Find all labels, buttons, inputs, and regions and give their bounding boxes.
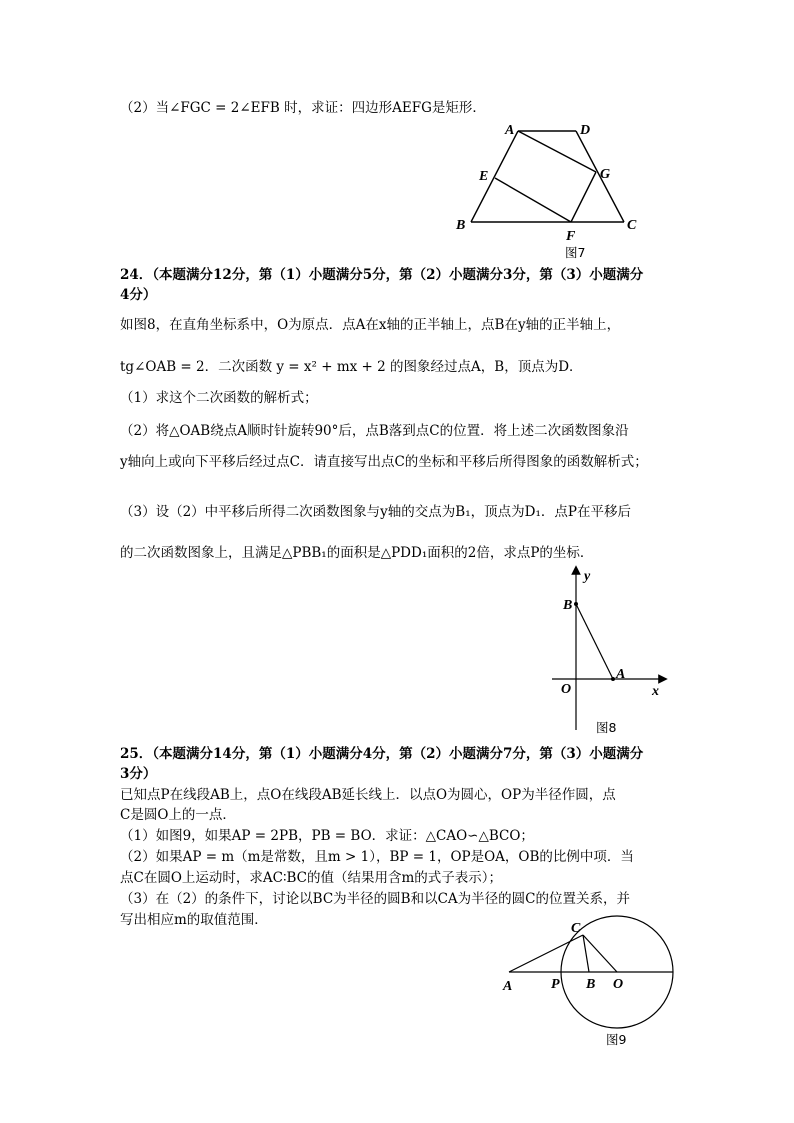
fig9-label-O: O — [613, 977, 624, 992]
fig9-label-C: C — [571, 921, 581, 936]
fig9-caption: 图9 — [606, 1032, 627, 1047]
fig8-caption: 图8 — [596, 720, 617, 735]
fig9-label-A: A — [503, 979, 513, 994]
q24-intro: 如图8，在直角坐标系中，O为原点．点A在x轴的正半轴上，点B在y轴的正半轴上， — [120, 317, 621, 333]
q24-part2: （2）将△OAB绕点A顺时针旋转90°后，点B落到点C的位置．将上述二次函数图象沿 — [120, 423, 629, 439]
q25-part2-cont: 点C在圆O上运动时，求AC∶BC的值（结果用含m的式子表示）； — [120, 870, 503, 886]
fig7-label-F: F — [566, 229, 576, 244]
fig7-label-B: B — [456, 218, 466, 233]
q24-header: 24．（本题满分12分，第（1）小题满分5分，第（2）小题满分3分，第（3）小题满分 — [120, 267, 644, 283]
q25-part2: （2）如果AP = m（m是常数，且m > 1），BP = 1，OP是OA，OB的比例中项．当 — [120, 849, 634, 865]
q25-part3-cont: 写出相应m的取值范围． — [120, 912, 268, 928]
fig7-label-A: A — [505, 123, 515, 138]
q23-part2: （2）当∠FGC = 2∠EFB 时，求证：四边形AEFG是矩形． — [120, 100, 486, 116]
fig9-label-P: P — [551, 977, 560, 992]
q25-header-cont: 3分） — [120, 766, 157, 782]
q24-header-cont: 4分） — [120, 287, 157, 303]
fig7-label-C: C — [627, 218, 637, 233]
fig9-label-B: B — [586, 977, 596, 992]
q25-intro: 已知点P在线段AB上，点O在线段AB延长线上．以点O为圆心，OP为半径作圆，点 — [120, 787, 616, 803]
q25-part3: （3）在（2）的条件下，讨论以BC为半径的圆B和以CA为半径的圆C的位置关系，并 — [120, 891, 631, 907]
fig7-label-E: E — [479, 169, 489, 184]
fig8-label-B: B — [563, 598, 573, 613]
fig9-segment-AC — [509, 935, 583, 972]
fig8-label-x: x — [652, 684, 659, 699]
q25-header: 25．（本题满分14分，第（1）小题满分4分，第（2）小题满分7分，第（3）小题满分 — [120, 746, 644, 762]
q24-part1: （1）求这个二次函数的解析式； — [120, 390, 318, 406]
q24-part3-cont: 的二次函数图象上，且满足△PBB₁的面积是△PDD₁面积的2倍，求点P的坐标． — [120, 545, 594, 561]
fig8-label-y: y — [584, 569, 591, 584]
fig8-label-O: O — [561, 682, 572, 697]
q25-part1: （1）如图9，如果AP = 2PB，PB = BO．求证：△CAO∽△BCO； — [120, 828, 534, 844]
fig7-label-G: G — [600, 167, 611, 182]
q24-part3: （3）设（2）中平移后所得二次函数图象与y轴的交点为B₁，顶点为D₁．点P在平移后 — [120, 504, 631, 520]
q25-intro-cont: C是圆O上的一点． — [120, 807, 236, 823]
fig7-label-D: D — [580, 123, 591, 138]
fig7-caption: 图7 — [565, 245, 586, 260]
q24-part2-cont: y轴向上或向下平移后经过点C．请直接写出点C的坐标和平移后所得图象的函数解析式； — [120, 454, 648, 470]
q24-intro-cont: tg∠OAB = 2．二次函数 y = x² + mx + 2 的图象经过点A，B，顶点为D． — [120, 359, 583, 375]
fig8-label-A: A — [616, 667, 626, 682]
